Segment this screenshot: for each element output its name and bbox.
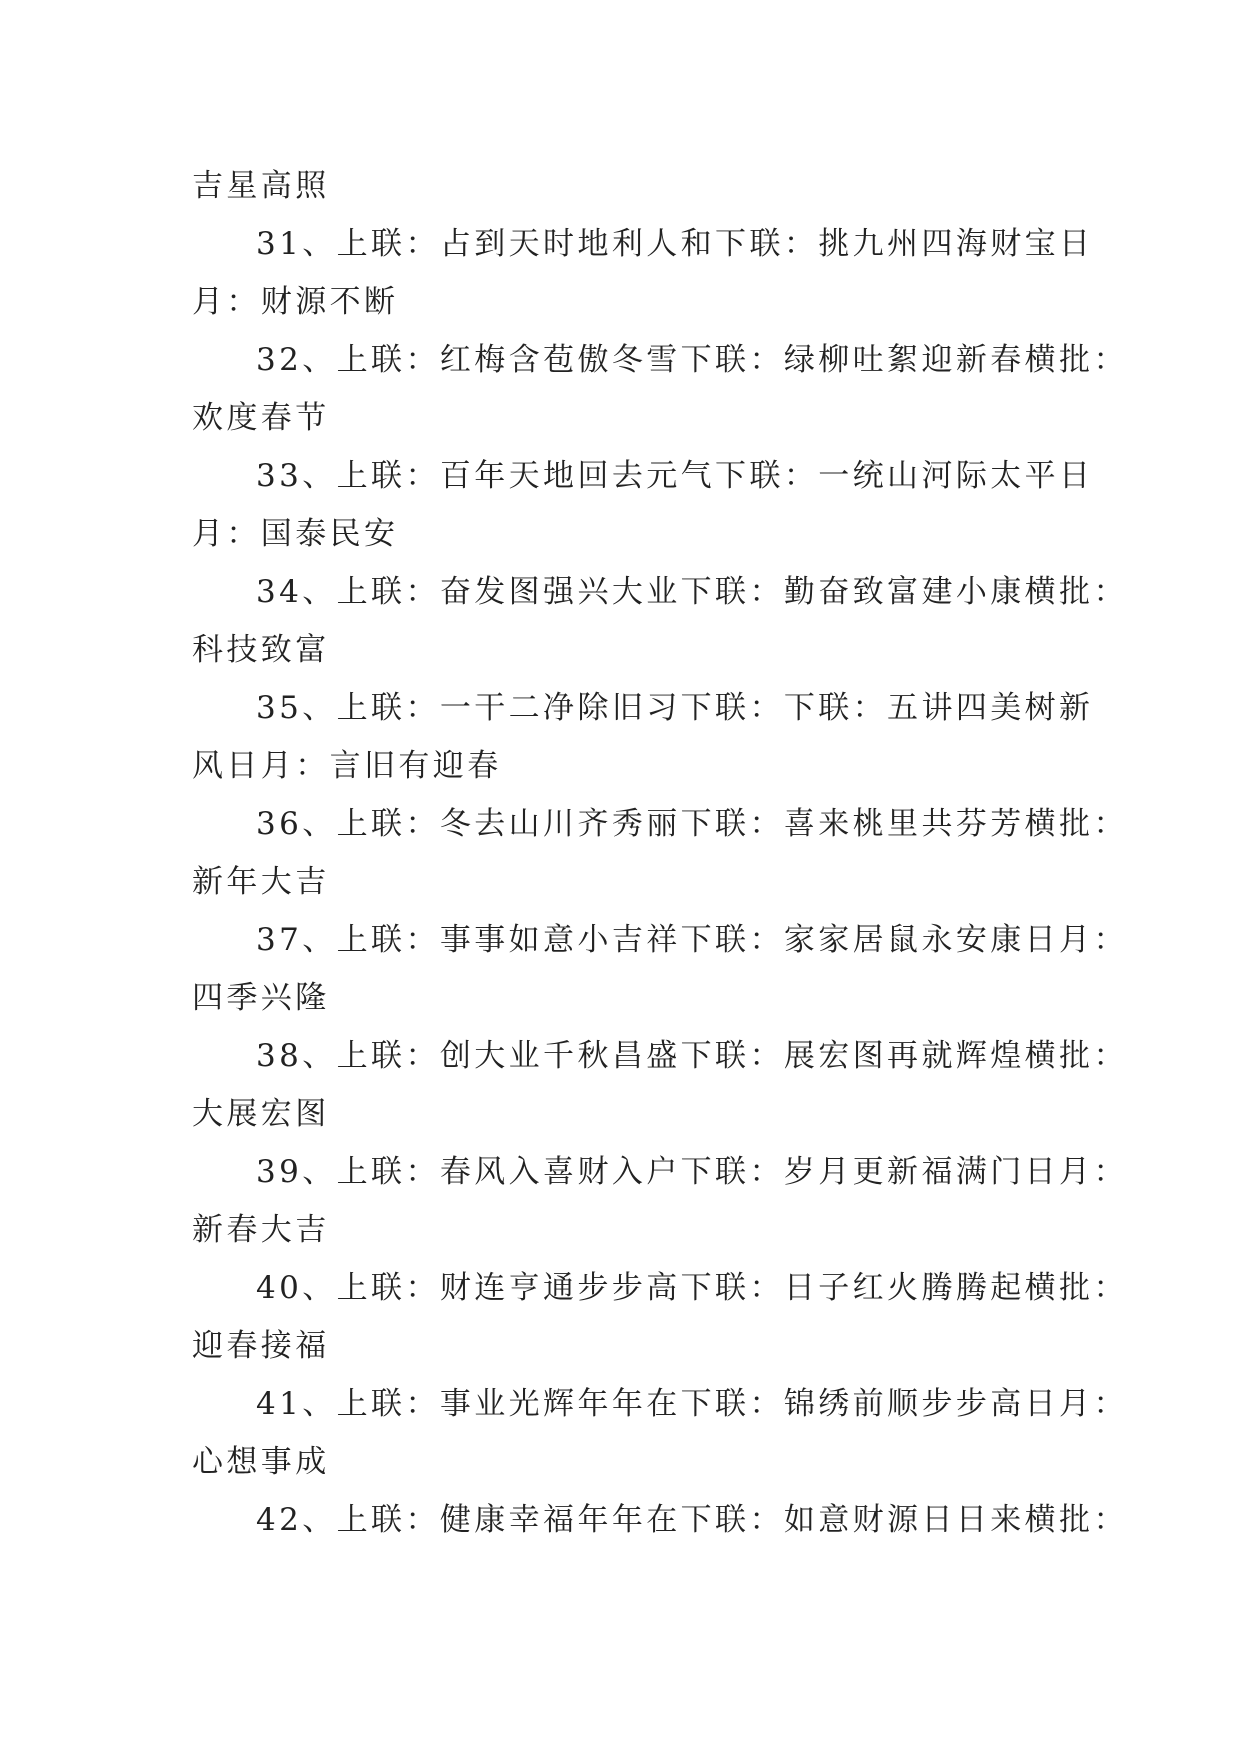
entry-line-2: 科技致富 [192, 632, 330, 668]
couplet-entry-37 [192, 911, 1128, 1027]
entry-line-1: 34、上联：奋发图强兴大业下联：勤奋致富建小康横批： [256, 574, 1128, 610]
entry-line-2: 欢度春节 [192, 400, 330, 436]
entry-line-1: 41、上联：事业光辉年年在下联：锦绣前顺步步高日月： [256, 1386, 1128, 1422]
document-body [192, 157, 1128, 1549]
entry-line-1: 36、上联：冬去山川齐秀丽下联：喜来桃里共芬芳横批： [256, 806, 1128, 842]
couplet-entry-41 [192, 1375, 1128, 1491]
entry-line-2: 四季兴隆 [192, 980, 330, 1016]
couplet-entry-40 [192, 1259, 1128, 1375]
entry-line-2: 月：财源不断 [192, 284, 399, 320]
couplet-entry-33 [192, 447, 1094, 563]
entry-line-1: 38、上联：创大业千秋昌盛下联：展宏图再就辉煌横批： [256, 1038, 1128, 1074]
entry-line-1: 37、上联：事事如意小吉祥下联：家家居鼠永安康日月： [256, 922, 1128, 958]
entry-line-2: 新年大吉 [192, 864, 330, 900]
entry-line-2: 大展宏图 [192, 1096, 330, 1132]
entry-line-2: 迎春接福 [192, 1328, 330, 1364]
entry-line-1: 39、上联：春风入喜财入户下联：岁月更新福满门日月： [256, 1154, 1128, 1190]
entry-line-2: 新春大吉 [192, 1212, 330, 1248]
couplet-entry-39 [192, 1143, 1128, 1259]
couplet-entry-36 [192, 795, 1128, 911]
couplet-entry-31 [192, 215, 1094, 331]
entry-line-1: 35、上联：一干二净除旧习下联：下联：五讲四美树新 [256, 690, 1094, 726]
couplet-entry-34 [192, 563, 1128, 679]
entry-line-2: 风日月：言旧有迎春 [192, 748, 502, 784]
couplet-entry-42 [192, 1491, 1128, 1549]
couplet-entry-35 [192, 679, 1094, 795]
entry-line-1: 33、上联：百年天地回去元气下联：一统山河际太平日 [256, 458, 1094, 494]
lead-line: 吉星高照 [192, 168, 330, 204]
entry-line-1: 31、上联：占到天时地利人和下联：挑九州四海财宝日 [256, 226, 1094, 262]
couplet-entry-38 [192, 1027, 1128, 1143]
couplet-entry-32 [192, 331, 1128, 447]
entry-line-1: 32、上联：红梅含苞傲冬雪下联：绿柳吐絮迎新春横批： [256, 342, 1128, 378]
entry-line-1: 42、上联：健康幸福年年在下联：如意财源日日来横批： [256, 1502, 1128, 1538]
entry-line-1: 40、上联：财连亨通步步高下联：日子红火腾腾起横批： [256, 1270, 1128, 1306]
entry-line-2: 月：国泰民安 [192, 516, 399, 552]
entry-line-2: 心想事成 [192, 1444, 330, 1480]
